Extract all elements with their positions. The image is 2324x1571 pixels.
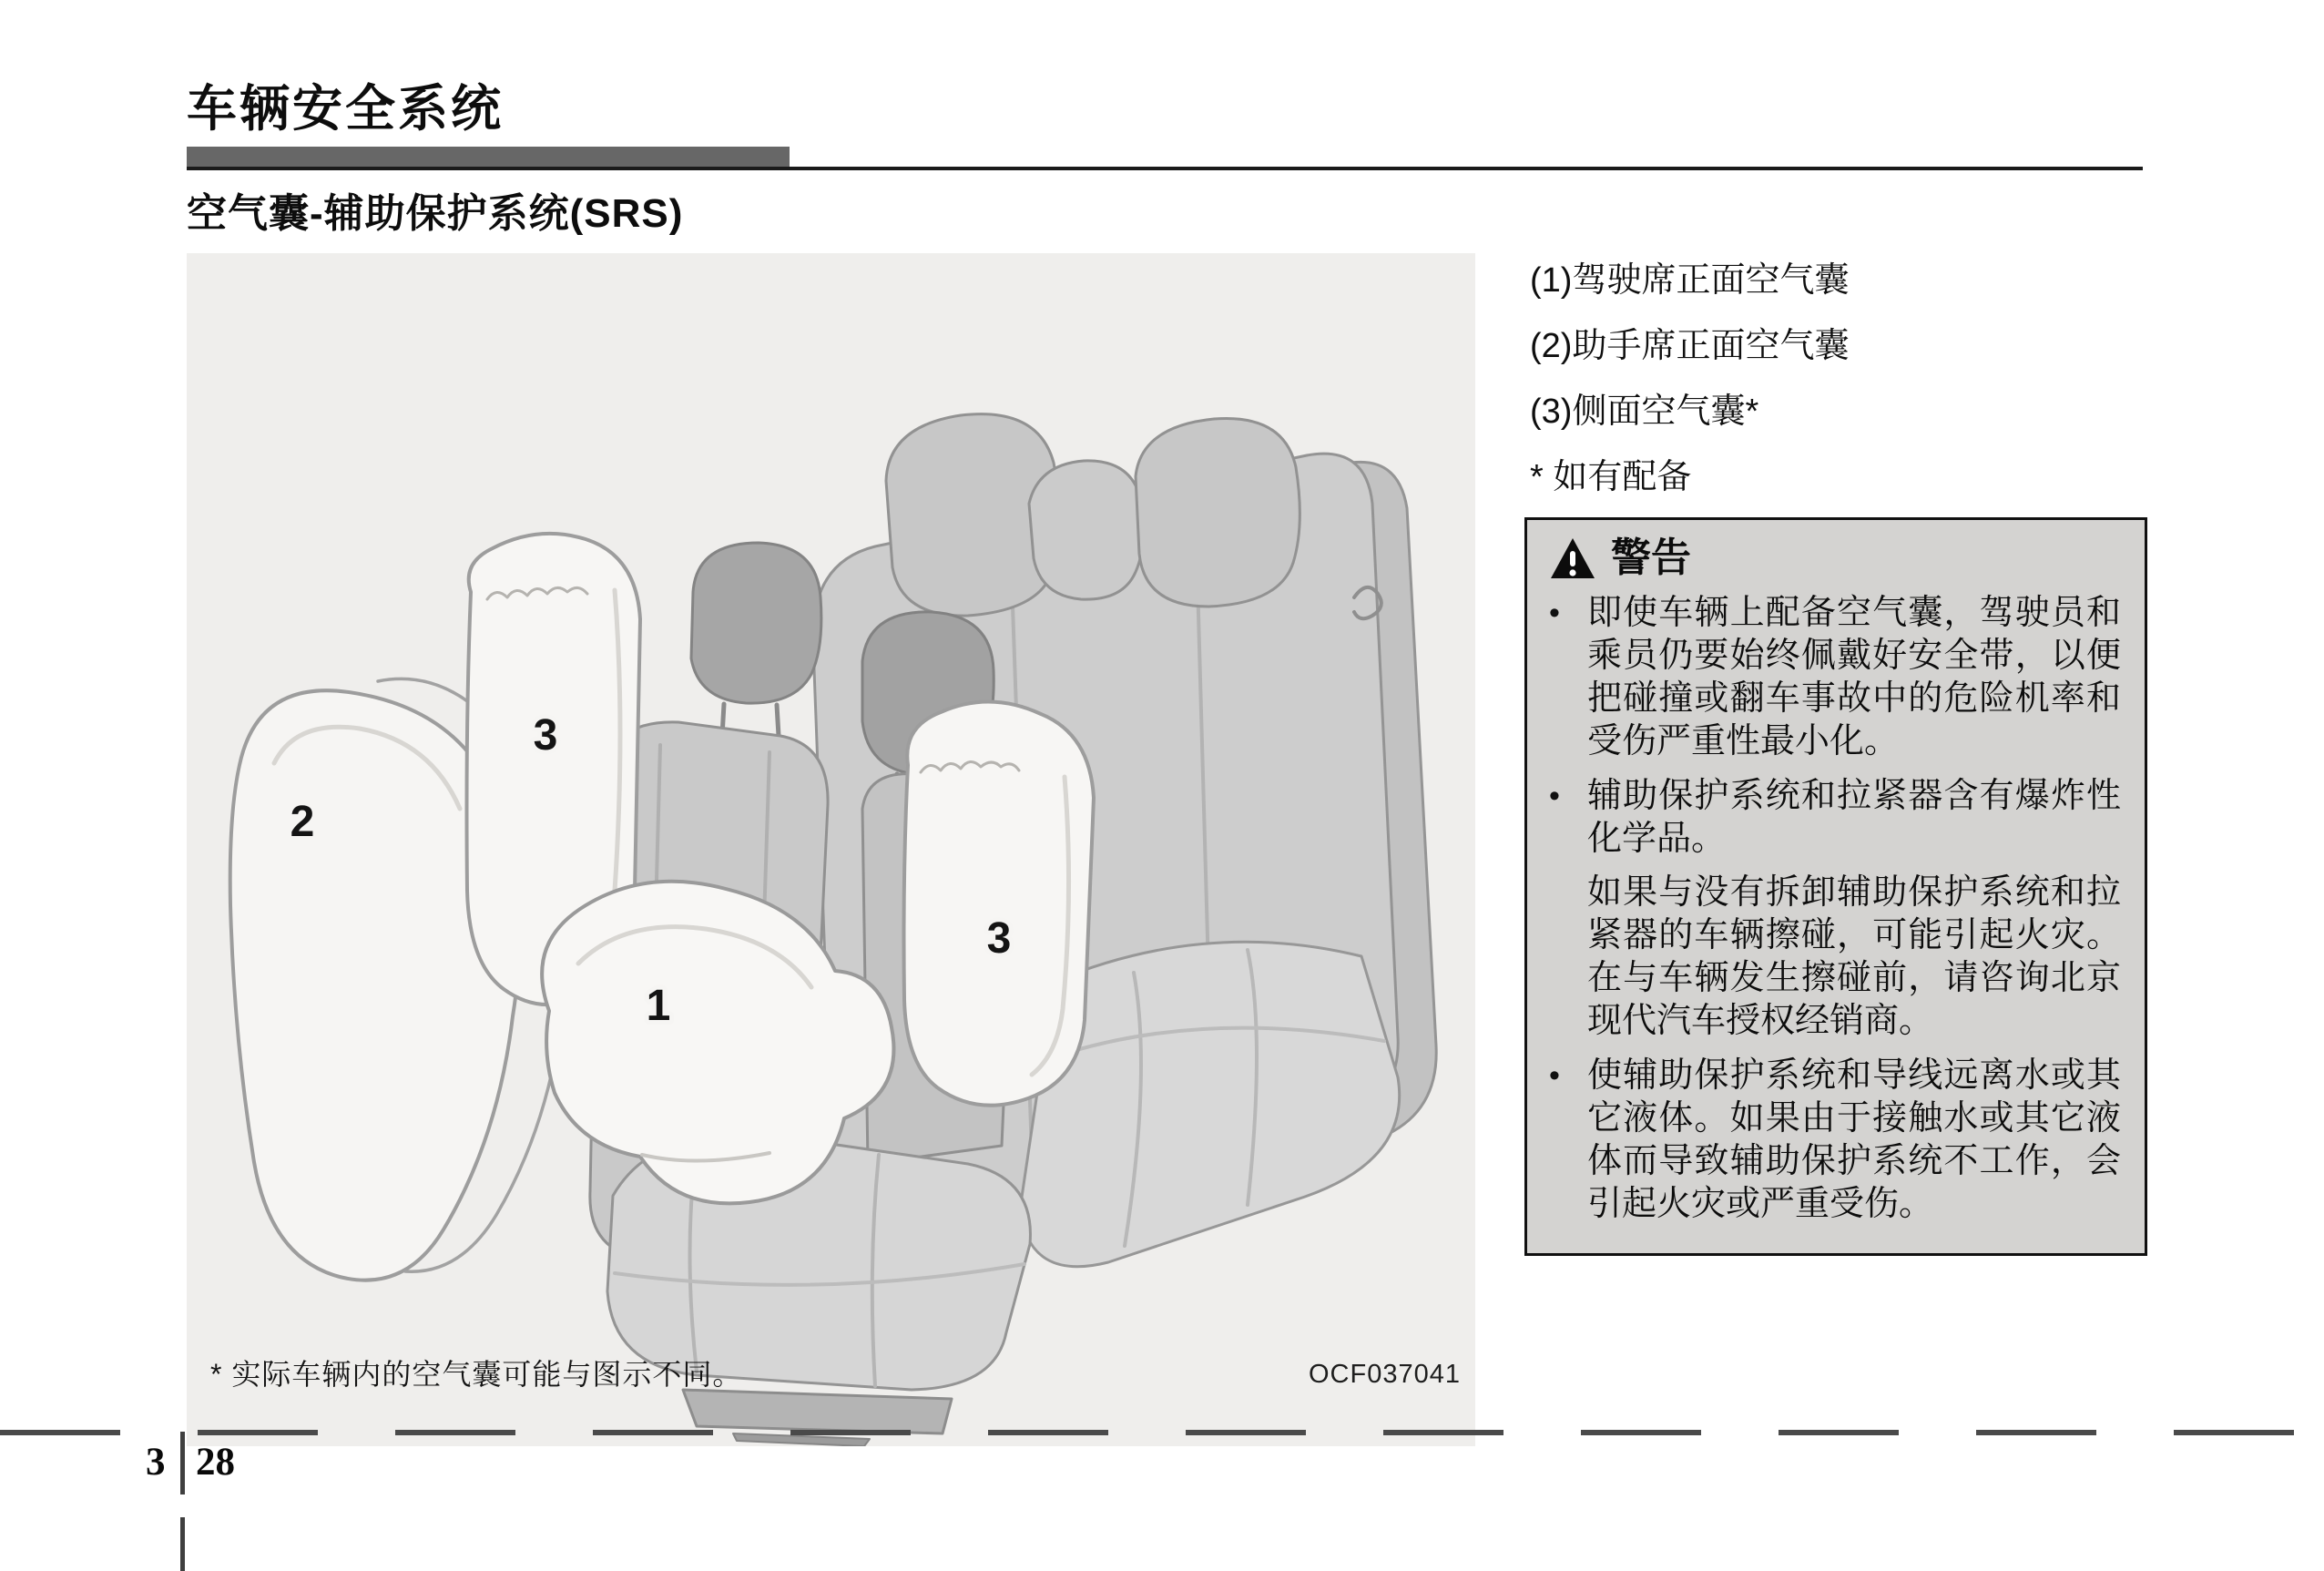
figure-label-1: 1 <box>646 982 671 1030</box>
warning-bullet-1 <box>1549 592 2121 763</box>
warning-header <box>1549 536 2121 580</box>
legend-item-driver-airbag: (1)驾驶席正面空气囊 <box>1530 261 1850 300</box>
warning-bullet-1-text: 即使车辆上配备空气囊，驾驶员和乘员仍要始终佩戴好安全带，以便把碰撞或翻车事故中的危险机率和受伤严重性最小化。 <box>1587 594 2121 761</box>
bullet-marker: • <box>1549 596 1560 631</box>
legend-item-passenger-airbag: (2)助手席正面空气囊 <box>1530 327 1850 365</box>
airbag-seat-illustration <box>187 253 1475 1446</box>
warning-bullet-2 <box>1549 775 2121 1043</box>
warning-bullet-2-continuation: 如果与没有拆卸辅助保护系统和拉紧器的车辆擦碰，可能引起火灾。在与车辆发生擦碰前，请咨询北京现代汽车授权经销商。 <box>1587 873 2121 1041</box>
figure-label-3-right: 3 <box>986 914 1012 963</box>
header-rule <box>187 167 2143 170</box>
figure-panel <box>187 253 1475 1446</box>
footer-page-number: 28 <box>196 1441 235 1484</box>
warning-bullet-2-text <box>1587 775 2121 1043</box>
footer-chapter-number: 3 <box>146 1441 166 1484</box>
figure-label-2: 2 <box>290 798 315 846</box>
footer-dashed-rule <box>0 1430 2324 1435</box>
side-airbag-right-illustration <box>904 701 1095 1105</box>
warning-bullet-2-line: 辅助保护系统和拉紧器含有爆炸性化学品。 <box>1587 777 2121 859</box>
legend-item-side-airbag: (3)侧面空气囊* <box>1530 393 1759 431</box>
chapter-title: 车辆安全系统 <box>187 80 505 137</box>
bullet-marker: • <box>1549 1058 1560 1094</box>
legend-item-if-equipped-note: * 如有配备 <box>1530 458 1692 496</box>
figure-code: OCF037041 <box>1309 1360 1461 1389</box>
figure-label-3-left: 3 <box>533 711 558 760</box>
airbag-legend <box>1530 248 2149 510</box>
warning-title: 警告 <box>1611 536 1691 580</box>
footer-divider-line <box>180 1432 185 1494</box>
warning-bullet-3 <box>1549 1055 2121 1226</box>
bullet-marker: • <box>1549 779 1560 814</box>
footer-divider-line-lower <box>180 1517 185 1571</box>
warning-triangle-icon <box>1549 536 1596 580</box>
warning-box <box>1524 517 2147 1256</box>
warning-bullet-3-text: 使辅助保护系统和导线远离水或其它液体。如果由于接触水或其它液体而导致辅助保护系统不工作，会引起火灾或严重受伤。 <box>1587 1056 2121 1224</box>
figure-caption: * 实际车辆内的空气囊可能与图示不同。 <box>210 1358 743 1391</box>
section-title: 空气囊-辅助保护系统(SRS) <box>187 191 684 236</box>
